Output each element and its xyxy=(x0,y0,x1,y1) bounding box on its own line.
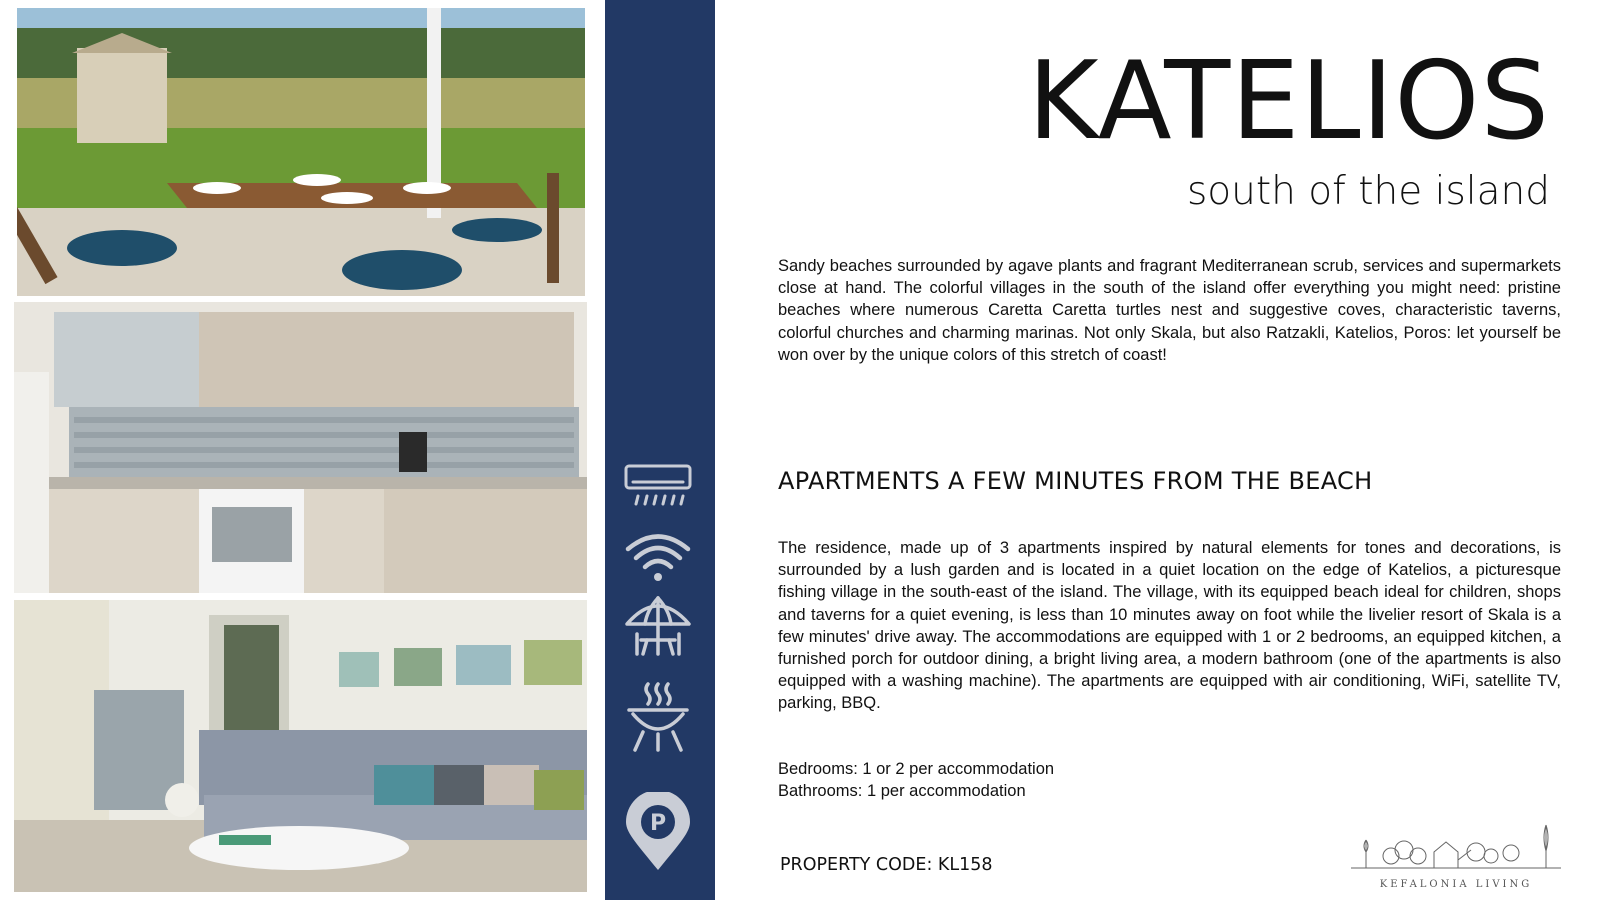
sidebar-band xyxy=(605,0,715,900)
page-subtitle: south of the island xyxy=(1186,169,1550,214)
bedrooms-spec: Bedrooms: 1 or 2 per accommodation xyxy=(778,760,1055,778)
kefalonia-living-logo xyxy=(1346,820,1566,890)
intro-paragraph: Sandy beaches surrounded by agave plants and fragrant Mediterranean scrub, services and supermarkets close at hand. The colorful villages in the south of the island offer everything you might need: pristine beaches where numerous Caretta Caretta turtles nest and suggestive coves, characteristic taverns, colorful churches and charming marinas. Not only Skala, but also Ratzakli, Katelios, Poros: let yourself be won over by the unique colors of this stretch of coast! xyxy=(778,257,1561,364)
wifi-icon xyxy=(623,522,693,592)
description-paragraph: The residence, made up of 3 apartments inspired by natural elements for tones and decorations, is surrounded by a lush garden and is located in a quiet location on the edge of Katelios, a picturesque fishing village in the south-east of the island. The village, with its equipped beach ideal for children, shops and taverns for a quiet evening, is less than 10 minutes away on foot while the livelier resort of Skala is a few minutes' drive away. The accommodations are equipped with 1 or 2 bedrooms, an equipped kitchen, a furnished porch for outdoor dining, a bright living area, a modern bathroom (one of the apartments is also equipped with a washing machine). The apartments are equipped with air conditioning, WiFi, satellite TV, parking, BBQ. xyxy=(778,539,1561,713)
bathrooms-spec: Bathrooms: 1 per accommodation xyxy=(778,782,1026,800)
property-code: PROPERTY CODE: KL158 xyxy=(780,855,993,875)
patio-umbrella-icon xyxy=(623,592,693,662)
parking-letter: P xyxy=(649,811,667,836)
logo-text: KEFALONIA LIVING xyxy=(1379,879,1533,890)
living-room-photo xyxy=(14,600,587,892)
parking-pin-icon xyxy=(623,792,693,872)
garden-patio-photo xyxy=(17,8,585,296)
air-conditioner-icon xyxy=(623,452,693,522)
section-heading: APARTMENTS A FEW MINUTES FROM THE BEACH xyxy=(778,467,1373,495)
bbq-grill-icon xyxy=(623,682,693,752)
page-title: KATELIOS xyxy=(1027,39,1550,164)
kitchen-photo xyxy=(14,302,587,593)
